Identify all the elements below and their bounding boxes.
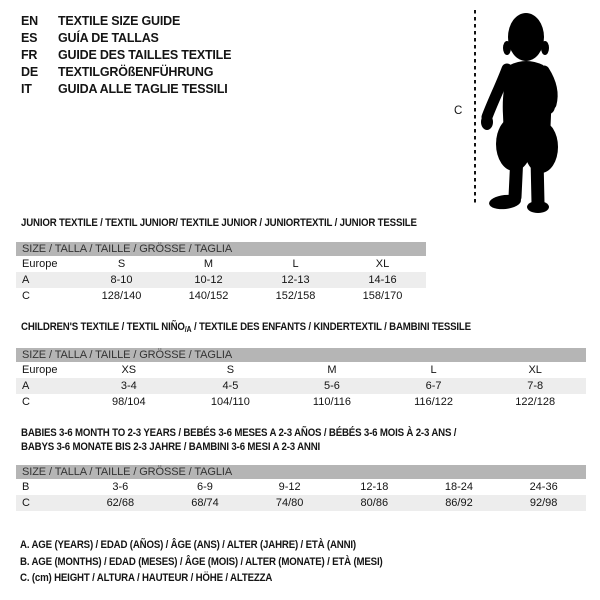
table-row (16, 272, 426, 288)
children-title (21, 320, 518, 337)
language-code: FR (21, 48, 38, 62)
size-cell: 6-9 (197, 481, 213, 493)
size-cell: 3-6 (112, 481, 129, 493)
size-cell: 80/86 (360, 497, 389, 509)
footnote-line-a: A. AGE (YEARS) / EDAD (AÑOS) / ÂGE (ANS) / ALTER (JAHRE) / ETÀ (ANNI) (20, 539, 356, 551)
footnotes (20, 537, 432, 587)
size-cell: 6-7 (425, 380, 442, 392)
size-cell: 10-12 (194, 274, 223, 286)
size-cell: 104/110 (210, 396, 250, 408)
size-cell: 98/104 (111, 396, 146, 408)
height-measure-figure (450, 5, 600, 217)
size-cell: 74/80 (275, 497, 304, 509)
size-cell: L (292, 258, 299, 270)
row-label: Europe (22, 364, 58, 376)
babies-title-line2: BABYS 3-6 MONATE BIS 2-3 JAHRE / BAMBINI 3-6 MESI A 2-3 ANNI (21, 441, 321, 453)
footnote-line-c: C. (cm) HEIGHT / ALTURA / HAUTEUR / HÖHE / ALTEZZA (20, 572, 273, 584)
language-row (21, 13, 231, 30)
size-header-bar: SIZE / TALLA / TAILLE / GRÖSSE / TAGLIA (16, 465, 586, 479)
language-label: GUIDA ALLE TAGLIE TESSILI (58, 82, 228, 96)
size-cell: XL (375, 258, 390, 270)
size-cell: 152/158 (275, 290, 316, 302)
table-row (16, 378, 586, 394)
children-title-sub: /A (184, 325, 192, 334)
table-row (16, 288, 426, 304)
babies-size-table (16, 465, 586, 511)
row-label: Europe (22, 258, 58, 270)
table-row (16, 495, 586, 511)
size-cell: 128/140 (101, 290, 142, 302)
size-cell: M (203, 258, 214, 270)
size-cell: 122/128 (515, 396, 556, 408)
language-guide (21, 13, 231, 98)
baby-silhouette-icon (480, 5, 600, 220)
language-row (21, 47, 231, 64)
language-label: TEXTILGRÖßENFÜHRUNG (58, 65, 214, 79)
table-row (16, 394, 586, 410)
language-row (21, 30, 231, 47)
size-cell: 110/116 (312, 396, 352, 408)
size-cell: 158/170 (362, 290, 403, 302)
children-size-table (16, 348, 586, 410)
language-row (21, 64, 231, 81)
children-title-pre: CHILDREN'S TEXTILE / TEXTIL NIÑO (21, 321, 185, 333)
size-cell: 8-10 (110, 274, 133, 286)
language-code: EN (21, 14, 38, 28)
size-cell: M (327, 364, 337, 376)
row-label: C (22, 290, 30, 302)
size-cell: 14-16 (368, 274, 397, 286)
language-row (21, 81, 231, 98)
size-cell: 7-8 (527, 380, 544, 392)
children-section (16, 320, 586, 410)
size-cell: XS (121, 364, 137, 376)
size-cell: 12-13 (281, 274, 310, 286)
size-cell: 4-5 (222, 380, 239, 392)
size-cell: 140/152 (188, 290, 229, 302)
size-cell: 18-24 (444, 481, 474, 493)
row-label: B (22, 481, 30, 493)
size-cell: 116/122 (414, 396, 454, 408)
row-label: A (22, 274, 30, 286)
junior-section (16, 216, 426, 304)
size-cell: 92/98 (529, 497, 558, 509)
language-code: IT (21, 82, 32, 96)
footnote-line-b: B. AGE (MONTHS) / EDAD (MESES) / ÂGE (MOIS) / ALTER (MONATE) / ETÀ (MESI) (20, 555, 383, 568)
table-row (16, 362, 586, 378)
size-cell: S (117, 258, 126, 270)
table-row (16, 479, 586, 495)
babies-section (16, 426, 586, 511)
size-cell: 5-6 (324, 380, 340, 392)
row-label: C (22, 396, 30, 408)
babies-title-line1: BABIES 3-6 MONTH TO 2-3 YEARS / BEBÉS 3-6 MESES A 2-3 AÑOS / BÉBÉS 3-6 MOIS À 2-3 ANS / (21, 427, 457, 439)
size-cell: 12-18 (360, 481, 389, 493)
size-header-bar: SIZE / TALLA / TAILLE / GRÖSSE / TAGLIA (16, 348, 586, 362)
size-cell: 24-36 (529, 481, 558, 493)
language-label: TEXTILE SIZE GUIDE (58, 14, 181, 28)
language-code: ES (21, 31, 38, 45)
table-row (16, 256, 426, 272)
size-cell: 86/92 (445, 497, 473, 509)
size-cell: 9-12 (278, 481, 301, 493)
children-title-post: / TEXTILE DES ENFANTS / KINDERTEXTIL / BAMBINI TESSILE (191, 321, 471, 333)
size-cell: L (430, 364, 437, 376)
size-cell: S (226, 364, 235, 376)
junior-size-table (16, 242, 426, 304)
size-cell: 62/68 (106, 497, 135, 509)
row-label: A (22, 380, 30, 392)
measure-label-c: C (454, 105, 463, 117)
language-label: GUIDE DES TAILLES TEXTILE (58, 48, 232, 62)
language-code: DE (21, 65, 38, 79)
row-label: C (22, 497, 30, 509)
size-cell: XL (528, 364, 542, 376)
size-cell: 68/74 (191, 497, 219, 509)
junior-title: JUNIOR TEXTILE / TEXTIL JUNIOR/ TEXTILE JUNIOR / JUNIORTEXTIL / JUNIOR TESSILE (21, 217, 417, 229)
size-header-bar: SIZE / TALLA / TAILLE / GRÖSSE / TAGLIA (16, 242, 426, 256)
language-label: GUÍA DE TALLAS (58, 31, 159, 45)
height-dotted-line (474, 10, 476, 206)
size-cell: 3-4 (120, 380, 137, 392)
